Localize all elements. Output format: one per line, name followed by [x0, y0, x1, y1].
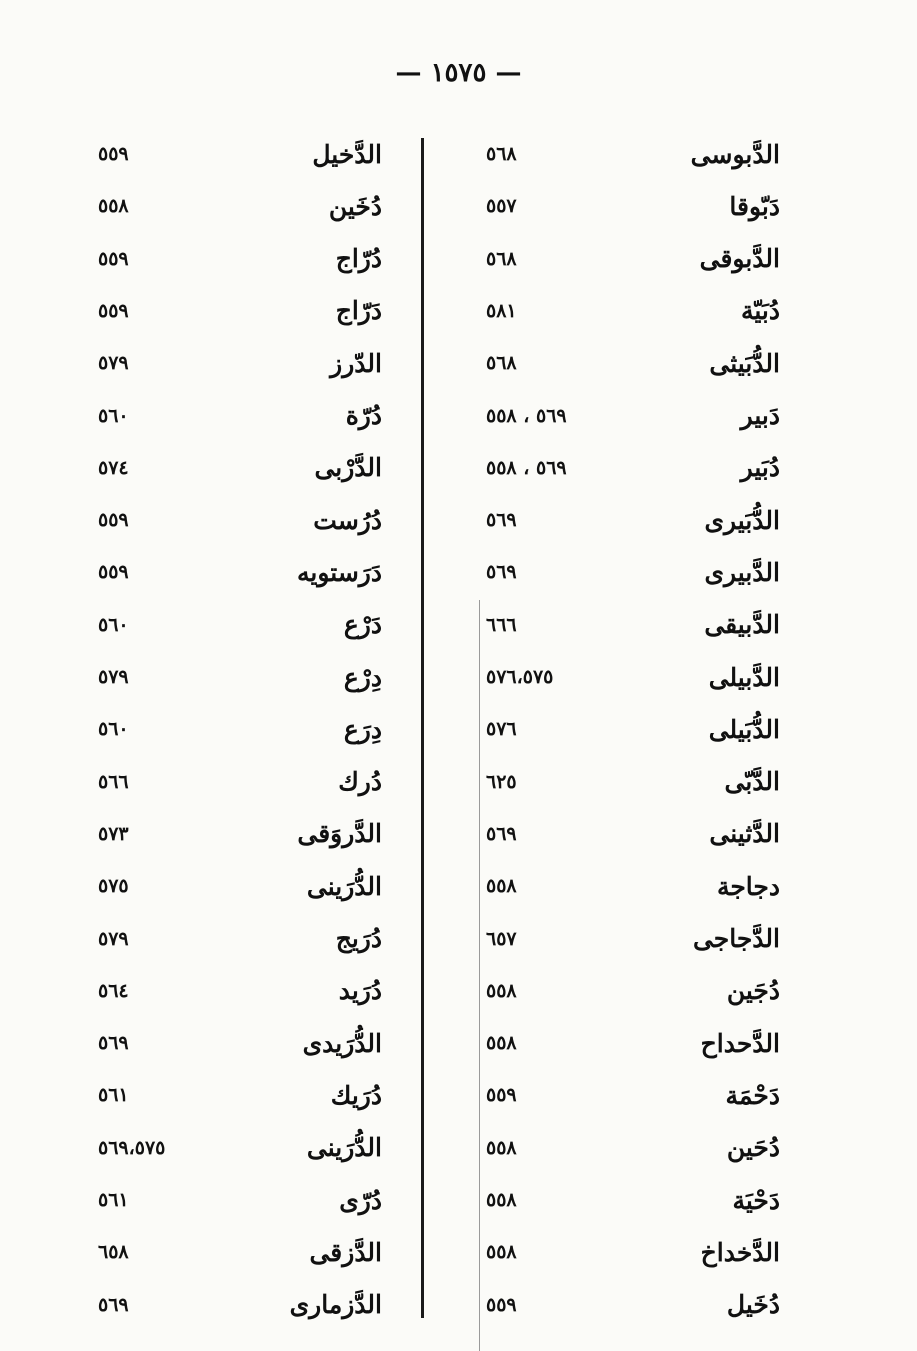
index-entry: [92, 128, 382, 180]
entry-word: الدَّخیل: [312, 139, 382, 169]
page-reference: ٥٥٩: [98, 299, 129, 322]
index-entry: [92, 599, 382, 651]
entry-word: دَرَستویه: [297, 557, 382, 587]
index-entry: [480, 1122, 780, 1174]
entry-word: دُحَین: [726, 1133, 780, 1163]
entry-word: دَرّاج: [335, 296, 382, 326]
index-entry: [480, 1279, 780, 1331]
page-reference: ٥٧٩: [98, 352, 129, 375]
entry-word: الدَّروَقی: [297, 819, 382, 849]
page-reference: ٥٦٩: [98, 1032, 129, 1055]
page-reference: ٥٦٠: [98, 718, 129, 741]
index-entry: [480, 599, 780, 651]
entry-word: دَحْیَة: [732, 1185, 780, 1215]
page-reference: ٥٧٦،٥٧٥: [486, 666, 554, 688]
index-entry: [92, 860, 382, 912]
page-reference: ٥٥٧: [486, 195, 517, 218]
page-reference: ٥٧٦: [486, 718, 517, 741]
index-entry: [92, 1122, 382, 1174]
entry-word: الدَّخداخ: [700, 1237, 780, 1267]
page-reference: ٥٥٩: [98, 247, 129, 270]
index-entry: [92, 180, 382, 232]
entry-word: دَبّوقا: [729, 191, 780, 221]
entry-word: الدَّزماری: [289, 1290, 382, 1320]
index-entry: [480, 913, 780, 965]
page-reference: ٥٥٨: [486, 1032, 517, 1055]
entry-word: دُخَیل: [726, 1290, 780, 1320]
entry-word: دُبَیّة: [740, 296, 780, 326]
entry-word: دِرَع: [343, 714, 382, 744]
index-entry: [480, 1174, 780, 1226]
index-entry: [92, 390, 382, 442]
page-reference: ٥٧٤: [98, 456, 129, 479]
index-entry: [92, 1069, 382, 1121]
entry-word: الدُّرَیدی: [302, 1028, 382, 1058]
entry-word: الدّرز: [330, 348, 382, 378]
page-reference: ٦٥٧: [486, 927, 517, 950]
page-reference: ٥٧٥: [98, 875, 129, 898]
page-reference: ٥٦٩: [98, 1293, 129, 1316]
entry-word: الدَّبیقی: [704, 610, 780, 640]
index-entry: [480, 546, 780, 598]
page-reference: ٥٥٨: [486, 1136, 517, 1159]
entry-word: دَرْع: [343, 610, 382, 640]
index-entry: [92, 703, 382, 755]
index-entry: [92, 1279, 382, 1331]
page-reference: ٥٥٨: [486, 1189, 517, 1211]
index-entry: [480, 703, 780, 755]
index-entry: [92, 546, 382, 598]
page-reference: ٥٥٩: [486, 1084, 517, 1107]
entry-word: دُرّی: [339, 1185, 382, 1215]
index-entry: [480, 1069, 780, 1121]
index-entry: [480, 651, 780, 703]
index-entry: [480, 337, 780, 389]
page-reference: ٥٦١: [98, 1189, 129, 1211]
entry-word: الدَّثینی: [709, 819, 780, 849]
page-reference: ٥٦١: [98, 1084, 129, 1107]
index-entry: [92, 442, 382, 494]
entry-word: الدُّبَیلی: [708, 714, 780, 744]
page-reference: ٥٥٩: [98, 509, 129, 532]
page-reference: ٥٦٩ ، ٥٥٨: [486, 456, 567, 479]
index-entry: [92, 1017, 382, 1069]
index-entry: [92, 285, 382, 337]
index-entry: [92, 1174, 382, 1226]
index-entry: [480, 128, 780, 180]
index-entry: [92, 913, 382, 965]
entry-word: دِرْع: [343, 662, 382, 692]
page-reference: ٥٦٠: [98, 613, 129, 636]
page-reference: ٥٦٩: [486, 822, 517, 845]
column-divider: [421, 138, 424, 1318]
index-entry: [480, 285, 780, 337]
entry-word: الدُّبَیثی: [709, 348, 780, 378]
entry-word: الدَّبوسی: [690, 139, 780, 169]
page-reference: ٥٥٨: [98, 195, 129, 218]
page-number: — ١٥٧٥ —: [395, 58, 522, 88]
index-entry: [480, 180, 780, 232]
page-reference: ٥٦٩: [486, 509, 517, 532]
page-reference: ٦٦٦: [486, 613, 517, 636]
page-reference: ٥٦٦: [98, 770, 129, 793]
entry-word: الدَّبیلی: [708, 662, 780, 692]
page-reference: ٥٧٩: [98, 927, 129, 950]
page-reference: ٥٥٨: [486, 875, 517, 898]
page-reference: ٦٢٥: [486, 770, 517, 793]
page-reference: ٥٦٩ ، ٥٥٨: [486, 404, 567, 427]
entry-word: دُرَید: [338, 976, 382, 1006]
page-reference: ٥٥٨: [486, 979, 517, 1002]
index-entry: [480, 1017, 780, 1069]
index-entry: [92, 808, 382, 860]
index-entry: [480, 756, 780, 808]
entry-word: الدَّبّی: [724, 767, 780, 797]
index-entry: [92, 965, 382, 1017]
entry-word: دجاجة: [716, 871, 780, 901]
entry-word: الدُّبَیری: [704, 505, 780, 535]
index-entry: [480, 390, 780, 442]
page-reference: ٥٥٩: [98, 561, 129, 584]
index-entry: [92, 756, 382, 808]
entry-word: الدَّبیری: [704, 557, 780, 587]
entry-word: دُرك: [338, 767, 382, 797]
entry-word: الدَّزقی: [309, 1237, 382, 1267]
index-entry: [480, 965, 780, 1017]
index-entry: [480, 442, 780, 494]
index-entry: [92, 1226, 382, 1278]
page-reference: ٥٨١: [486, 299, 517, 322]
entry-word: دُخَین: [328, 191, 382, 221]
index-entry: [92, 337, 382, 389]
entry-word: دُرَیك: [330, 1080, 382, 1110]
entry-word: دُرَیج: [335, 924, 382, 953]
page-reference: ٥٦٨: [486, 143, 517, 165]
page-reference: ٥٧٣: [98, 822, 129, 845]
page-reference: ٥٦٩: [486, 561, 517, 584]
entry-word: الدُّرَینی: [306, 1133, 382, 1163]
page-reference: ٥٦٩،٥٧٥: [98, 1136, 166, 1159]
page-reference: ٥٥٩: [98, 143, 129, 165]
index-entry: [480, 494, 780, 546]
index-entry: [92, 494, 382, 546]
index-entry: [480, 233, 780, 285]
index-entry: [480, 860, 780, 912]
index-entry: [92, 651, 382, 703]
entry-word: دُرُست: [313, 505, 382, 535]
page-reference: ٥٥٩: [486, 1293, 517, 1316]
page-reference: ٥٦٨: [486, 352, 517, 375]
page-reference: ٥٧٩: [98, 666, 129, 688]
entry-word: دُرّة: [345, 401, 382, 430]
page-reference: ٥٦٠: [98, 404, 129, 427]
index-entry: [92, 233, 382, 285]
entry-word: دُبَیر: [740, 453, 780, 483]
page-reference: ٥٦٨: [486, 247, 517, 270]
entry-word: دُجَین: [726, 976, 780, 1006]
page-reference: ٦٥٨: [98, 1241, 129, 1264]
index-entry: [480, 808, 780, 860]
entry-word: الدَّرْبی: [314, 453, 382, 483]
page-reference: ٥٦٤: [98, 979, 129, 1002]
page-reference: ٥٥٨: [486, 1241, 517, 1264]
entry-word: دَبیر: [740, 401, 780, 430]
index-entry: [480, 1226, 780, 1278]
entry-word: دَحْمَة: [725, 1080, 780, 1110]
entry-word: الدَّبوقی: [699, 244, 780, 274]
entry-word: الدُّرَینی: [306, 871, 382, 901]
entry-word: دُرّاج: [335, 244, 382, 274]
entry-word: الدَّجاجی: [692, 924, 780, 953]
entry-word: الدَّحداح: [700, 1028, 780, 1058]
